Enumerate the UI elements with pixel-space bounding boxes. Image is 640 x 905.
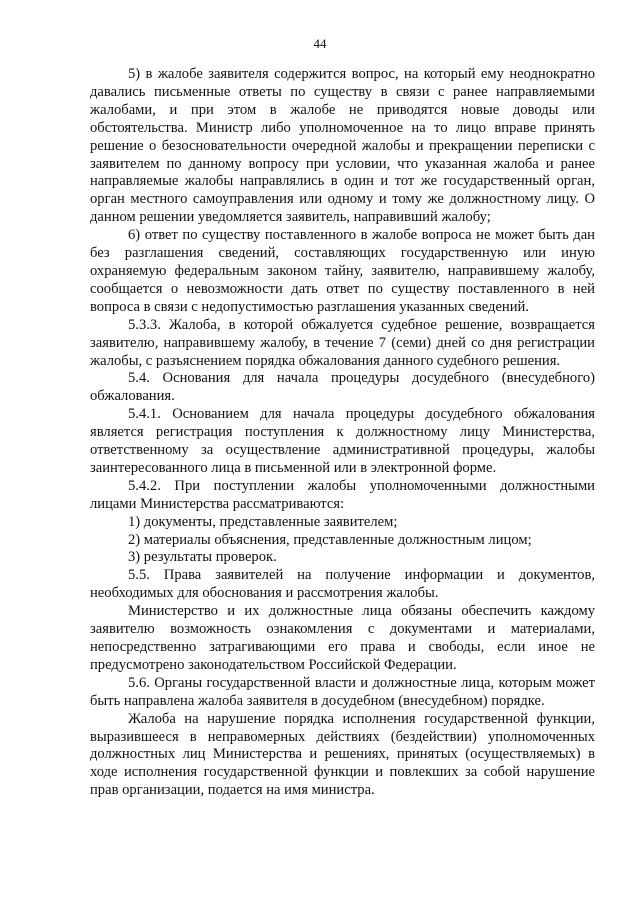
paragraph-complaint-to-minister: Жалоба на нарушение порядка исполнения государственной функции, выразившееся в неправомерных действиях (бездействии) уполномоченных должностных лиц Министерства и решениях, принятых (осуществляемых) в ходе исполнения государственной функции и повлекших за собой нарушение прав организации, подается на имя министра. (90, 710, 595, 799)
paragraph-item-5: 5) в жалобе заявителя содержится вопрос, на который ему неоднократно давались письменные ответы по существу в связи с ранее направляемыми жалобами, и при этом в жалобе не приводятся новые доводы или обстоятельства. Министр либо уполномоченное на то лицо вправе принять решение о безосновательности очередной жалобы и прекращении переписки с заявителем по данному вопросу при условии, что указанная жалоба и ранее направляемые жалобы направлялись в один и тот же государственный орган, орган местного самоуправления или одному и тому же должностному лицу. О данном решении уведомляется заявитель, направивший жалобу; (90, 66, 595, 226)
page-number: 44 (313, 36, 327, 51)
paragraph-5-3-3: 5.3.3. Жалоба, в которой обжалуется судебное решение, возвращается заявителю, направившему жалобу, в течение 7 (семи) дней со дня регистрации жалобы, с разъяснением порядка обжалования данного судебного решения. (90, 316, 595, 369)
paragraph-5-4-2: 5.4.2. При поступлении жалобы уполномоченными должностными лицами Министерства рассматриваются: (90, 477, 595, 512)
paragraph-5-5: 5.5. Права заявителей на получение информации и документов, необходимых для обоснования и рассмотрения жалобы. (90, 567, 595, 602)
paragraph-item-6: 6) ответ по существу поставленного в жалобе вопроса не может быть дан без разглашения сведений, составляющих государственную или иную охраняемую федеральным законом тайну, заявителю, направившему жалобу, сообщается о невозможности дать ответ по существу поставленного в ней вопроса в связи с недопустимостью разглашения указанных сведений. (90, 227, 595, 315)
paragraph-ministry-obligations: Министерство и их должностные лица обязаны обеспечить каждому заявителю возможность ознакомления с документами и материалами, непосредственно затрагивающими его права и свободы, если иное не предусмотрено законодательством Российской Федерации. (90, 603, 595, 673)
paragraph-5-4: 5.4. Основания для начала процедуры досудебного (внесудебного) обжалования. (90, 370, 595, 405)
document-body (90, 66, 595, 800)
paragraph-5-6: 5.6. Органы государственной власти и должностные лица, которым может быть направлена жалоба заявителя в досудебном (внесудебном) порядке. (90, 674, 595, 709)
list-item-documents: 1) документы, представленные заявителем; (128, 513, 398, 530)
list-item-materials: 2) материалы объяснения, представленные должностным лицом; (128, 531, 532, 548)
paragraph-5-4-1: 5.4.1. Основанием для начала процедуры досудебного обжалования является регистрация поступления к должностному лицу Министерства, ответственному за осуществление административной процедуры, жалобы заинтересованного лица в письменной или в электронной форме. (90, 406, 595, 476)
list-item-results: 3) результаты проверок. (128, 549, 277, 566)
